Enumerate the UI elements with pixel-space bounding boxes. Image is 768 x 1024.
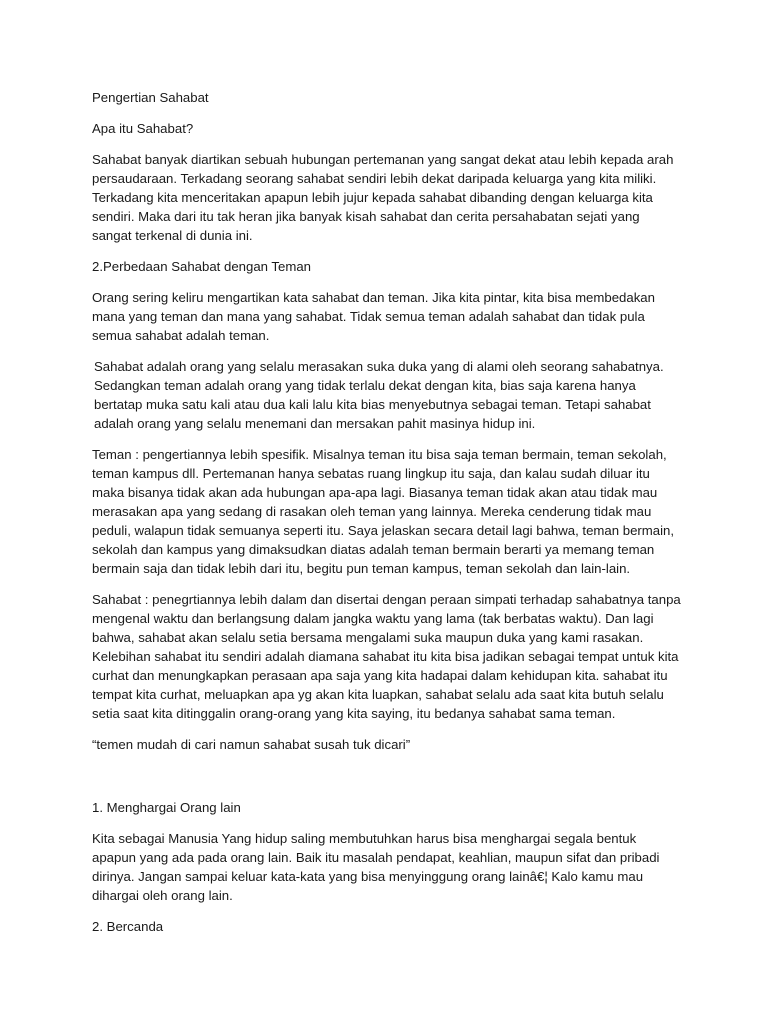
paragraph-teman: Teman : pengertiannya lebih spesifik. Misalnya teman itu bisa saja teman bermain, teman sekolah, teman kampus dll. Pertemanan hanya sebatas ruang lingkup itu saja, dan kalau sudah diluar itu maka bisanya tidak akan ada hubungan apa-apa lagi. Biasanya teman tidak akan atau tidak mau merasakan apa yang sedang di rasakan oleh teman yang lainnya. Mereka cenderung tidak mau peduli, walapun tidak semuanya seperti itu. Saya jelaskan secara detail lagi bahwa, teman bermain, sekolah dan kampus yang dimaksudkan diatas adalah teman bermain berarti ya memang teman bermain saja dan tidak lebih dari itu, begitu pun teman kampus, teman sekolah dan lain-lain. (92, 447, 675, 576)
paragraph-definition: Sahabat banyak diartikan sebuah hubungan pertemanan yang sangat dekat atau lebih kepada arah persaudaraan. Terkadang seorang sahabat sendiri lebih dekat daripada keluarga yang kita miliki. Terkadang kita menceritakan apapun lebih jujur kepada sahabat dibanding dengan keluarga kita sendiri. Maka dari itu tak heran jika banyak kisah sahabat dan cerita persahabatan sejati yang sangat terkenal di dunia ini. (92, 152, 674, 243)
section-heading-joke: 2. Bercanda (92, 919, 164, 934)
paragraph-sahabat-vs-teman: Sahabat adalah orang yang selalu merasakan suka duka yang di alami oleh seorang sahabatnya. Sedangkan teman adalah orang yang tidak terlalu dekat dengan kita, bias saja karena hanya bertatap muka satu kali atau dua kali lalu kita bias menyebutnya sebagai teman. Tetapi sahabat adalah orang yang selalu menemani dan mersakan pahit masinya hidup ini. (94, 359, 664, 431)
document-title: Pengertian Sahabat (92, 90, 209, 105)
section-heading-difference: 2.Perbedaan Sahabat dengan Teman (92, 259, 311, 274)
paragraph-respect: Kita sebagai Manusia Yang hidup saling membutuhkan harus bisa menghargai segala bentuk apapun yang ada pada orang lain. Baik itu masalah pendapat, keahlian, maupun sifat dan pribadi dirinya. Jangan sampai keluar kata-kata yang bisa menyinggung orang lainâ€¦ Kalo kamu mau dihargai oleh orang lain. (92, 831, 660, 903)
document-body (92, 88, 682, 948)
quote: “temen mudah di cari namun sahabat susah tuk dicari” (92, 737, 411, 752)
section-heading-respect: 1. Menghargai Orang lain (92, 800, 241, 815)
question-heading: Apa itu Sahabat? (92, 121, 194, 136)
paragraph-confusion: Orang sering keliru mengartikan kata sahabat dan teman. Jika kita pintar, kita bisa membedakan mana yang teman dan mana yang sahabat. Tidak semua teman adalah sahabat dan tidak pula semua sahabat adalah teman. (92, 290, 655, 343)
paragraph-sahabat: Sahabat : penegrtiannya lebih dalam dan disertai dengan peraan simpati terhadap sahabatnya tanpa mengenal waktu dan berlangsung dalam jangka waktu yang lama (tak berbatas waktu). Dan lagi bahwa, sahabat akan selalu setia bersama mengalami suka maupun duka yang kami rasakan. Kelebihan sahabat itu sendiri adalah diamana sahabat itu kita bisa jadikan sebagai tempat untuk kita curhat dan menungkapkan perasaan apa saja yang kita hadapai dalam kehidupan kita. sahabat itu tempat kita curhat, meluapkan apa yg akan kita luapkan, sahabat selalu ada saat kita butuh selalu setia saat kita ditinggalin orang-orang yang kita saying, itu bedanya sahabat sama teman. (92, 592, 681, 721)
